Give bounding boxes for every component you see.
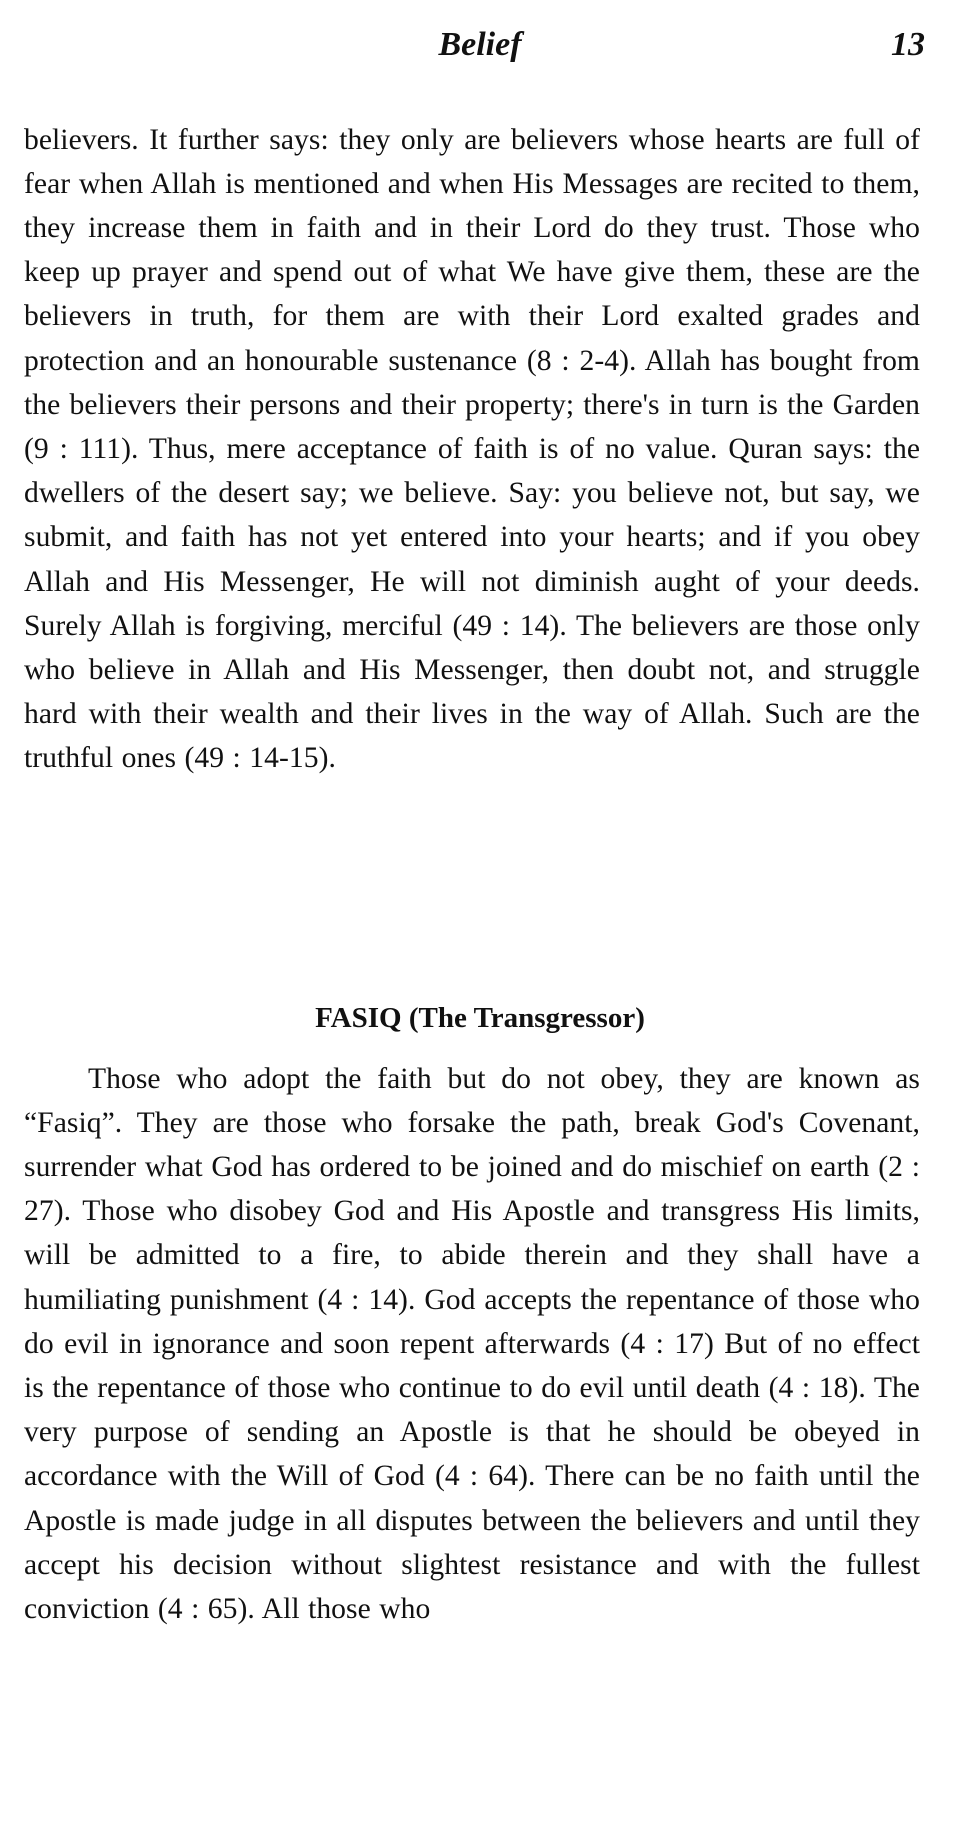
page-header — [0, 20, 960, 70]
section-heading-fasiq: FASIQ (The Transgressor) — [315, 1002, 645, 1035]
paragraph-believers: believers. It further says: they only are believers whose hearts are full of fear when Allah is mentioned and when His Messages are recited to them, they increase them in faith and in their Lord do they trust. Those who keep up prayer and spend out of what We have give them, these are the believers in truth, for them are with their Lord exalted grades and protection and an honourable sustenance (8 : 2-4). Allah has bought from the believers their persons and their property; there's in turn is the Garden (9 : 111). Thus, mere acceptance of faith is of no value. Quran says: the dwellers of the desert say; we believe. Say: you believe not, but say, we submit, and faith has not yet entered into your hearts; and if you obey Allah and His Messenger, He will not diminish aught of your deeds. Surely Allah is forgiving, merciful (49 : 14). The believers are those only who believe in Allah and His Messenger, then doubt not, and struggle hard with their wealth and their lives in the way of Allah. Such are the truthful ones (49 : 14-15). — [24, 123, 920, 775]
page-number: 13 — [891, 26, 925, 63]
paragraph-fasiq: Those who adopt the faith but do not obey, they are known as “Fasiq”. They are those who forsake the path, break God's Covenant, surrender what God has ordered to be joined and do mischief on earth (2 : 27). Those who disobey God and His Apostle and transgress His limits, will be admitted to a fire, to abide therein and they shall have a humiliating punishment (4 : 14). God accepts the repentance of those who do evil in ignorance and soon repent afterwards (4 : 17) But of no effect is the repentance of those who continue to do evil until death (4 : 18). The very purpose of sending an Apostle is that he should be obeyed in accordance with the Will of God (4 : 64). There can be no faith until the Apostle is made judge in all disputes between the believers and until they accept his decision without slightest resistance and with the fullest conviction (4 : 65). All those who — [24, 1062, 920, 1626]
running-title: Belief — [438, 26, 522, 63]
